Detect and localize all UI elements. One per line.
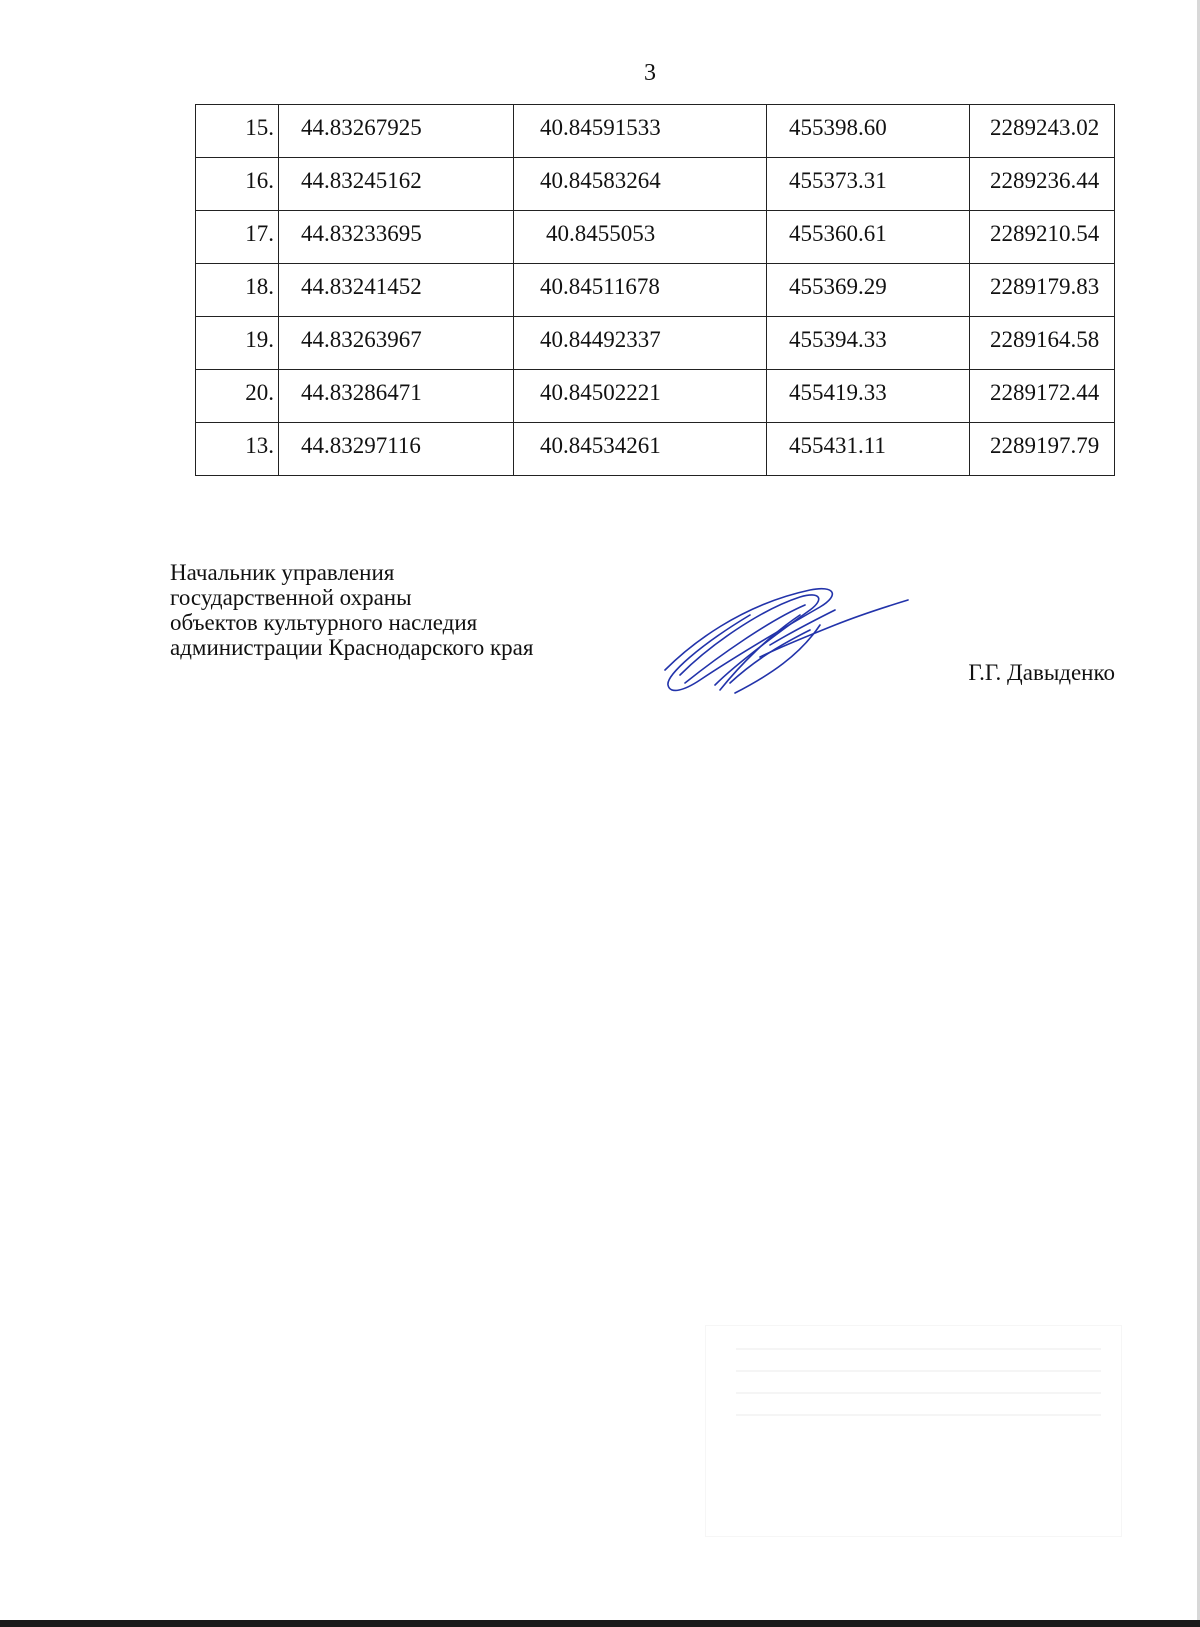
table-row [196,317,1115,370]
y-coordinate-cell: 2289164.58 [970,317,1115,370]
signatory-position [170,560,533,660]
latitude-cell: 44.83286471 [279,370,514,423]
point-number: 13. [196,423,279,476]
latitude-cell: 44.83241452 [279,264,514,317]
point-number: 18. [196,264,279,317]
latitude-cell: 44.83233695 [279,211,514,264]
y-coordinate-cell: 2289210.54 [970,211,1115,264]
latitude-cell: 44.83245162 [279,158,514,211]
x-coordinate-cell: 455360.61 [767,211,970,264]
latitude-cell: 44.83267925 [279,105,514,158]
longitude-cell: 40.84534261 [514,423,767,476]
point-number: 17. [196,211,279,264]
faded-stamp [705,1325,1122,1537]
y-coordinate-cell: 2289197.79 [970,423,1115,476]
position-line: государственной охраны [170,585,412,610]
position-line: объектов культурного наследия [170,610,478,635]
y-coordinate-cell: 2289243.02 [970,105,1115,158]
x-coordinate-cell: 455419.33 [767,370,970,423]
latitude-cell: 44.83263967 [279,317,514,370]
y-coordinate-cell: 2289236.44 [970,158,1115,211]
table-row [196,264,1115,317]
handwritten-signature [660,585,910,715]
latitude-cell: 44.83297116 [279,423,514,476]
longitude-cell: 40.84583264 [514,158,767,211]
x-coordinate-cell: 455369.29 [767,264,970,317]
longitude-cell: 40.84591533 [514,105,767,158]
point-number: 16. [196,158,279,211]
longitude-cell: 40.84492337 [514,317,767,370]
y-coordinate-cell: 2289179.83 [970,264,1115,317]
point-number: 19. [196,317,279,370]
x-coordinate-cell: 455373.31 [767,158,970,211]
longitude-cell: 40.8455053 [514,211,767,264]
table-row [196,105,1115,158]
table-row [196,158,1115,211]
y-coordinate-cell: 2289172.44 [970,370,1115,423]
x-coordinate-cell: 455398.60 [767,105,970,158]
longitude-cell: 40.84511678 [514,264,767,317]
coordinates-table [195,104,1115,476]
longitude-cell: 40.84502221 [514,370,767,423]
signatory-name: Г.Г. Давыденко [968,660,1115,685]
point-number: 20. [196,370,279,423]
x-coordinate-cell: 455394.33 [767,317,970,370]
table-row [196,370,1115,423]
table-row [196,211,1115,264]
point-number: 15. [196,105,279,158]
page-number: 3 [644,60,656,86]
position-line: администрации Краснодарского края [170,635,534,660]
scan-edge [0,1620,1200,1627]
position-line: Начальник управления [170,560,395,585]
table-row [196,423,1115,476]
x-coordinate-cell: 455431.11 [767,423,970,476]
